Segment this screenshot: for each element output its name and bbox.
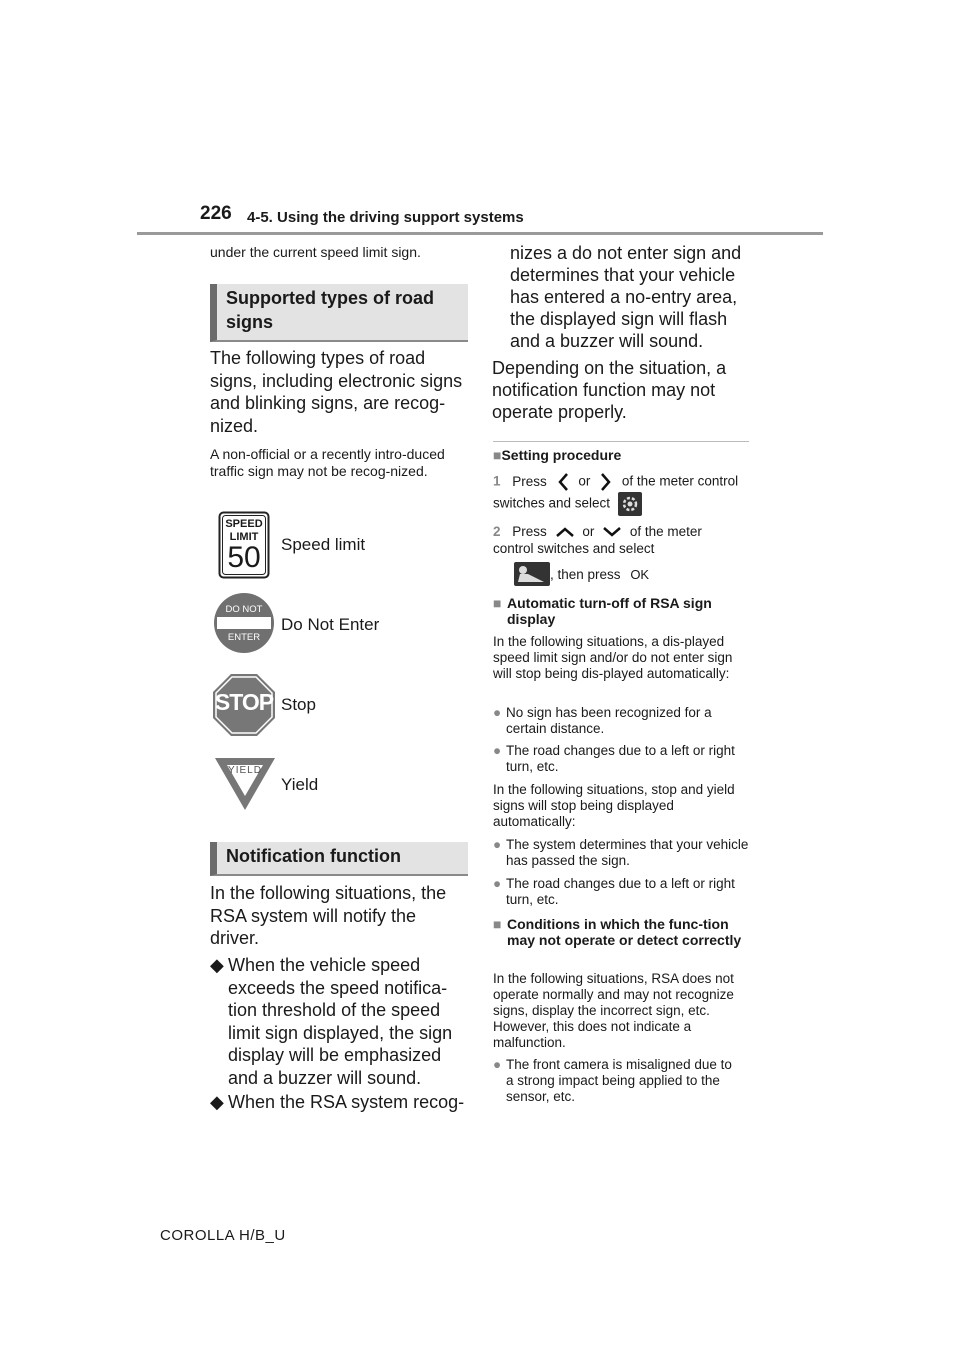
sign-label-stop: Stop [281,695,316,714]
auto-bullet-1: ● No sign has been recognized for a certain distance. [493,705,712,736]
road-sign-assist-icon [514,562,550,586]
intro-paragraph: The following types of road signs, including electronic signs and blinking signs, are recog-nized. [210,348,463,436]
step-2-then: , then press OK [550,567,650,582]
page-number: 226 [200,203,232,224]
setting-procedure-heading: ■Setting procedure [493,447,622,463]
notify-bullet-text: When the RSA system recog- [228,1092,465,1112]
auto-bullet-4: ● The road changes due to a left or right turn, etc. [493,876,735,907]
chevron-right-icon [598,472,612,492]
notify-bullet-2-continued: nizes a do not enter sign and determines that your vehicle has entered a no-entry area, the displayed sign will flash and a buzzer will sound. [510,243,742,351]
speed-limit-sign-number: 50 [227,541,261,574]
circle-bullet-icon: ● [493,705,502,720]
circle-bullet-icon: ● [493,837,502,852]
step-2: 2 Press or of the meter control switches and select [493,524,702,556]
notify-bullet-1 [210,954,464,1089]
auto-bullet-2: ● The road changes due to a left or right turn, etc. [493,743,735,774]
recognition-note: A non-official or a recently intro-duced traffic sign may not be recog-nized. [210,446,445,479]
yield-sign-text: YIELD [228,765,262,776]
auto-bullet-3: ● The system determines that your vehicle has passed the sign. [493,837,749,868]
conditions-bullet-1: ● The front camera is misaligned due to a strong impact being applied to the sensor, etc. [493,1057,732,1104]
bullet-diamond-icon: ◆ [210,1092,224,1112]
square-bullet-icon: ■ [493,916,502,932]
top-note: under the current speed limit sign. [210,244,421,260]
conditions-heading: ■ Conditions in which the func-tion may not operate or detect correctly [493,916,742,948]
sign-label-yield: Yield [281,775,319,794]
bullet-diamond-icon: ◆ [210,955,224,975]
depending-paragraph: Depending on the situation, a notification function may not operate properly. [492,358,727,422]
do-not-enter-sign-icon [213,592,275,654]
chevron-left-icon [557,472,571,492]
square-bullet-icon: ■ [493,595,502,611]
conditions-intro: In the following situations, RSA does not operate normally and may not recognize signs, display the incorrect sign, etc. However, this does not indicate a malfunction. [493,971,734,1050]
sign-label-speed-limit: Speed limit [281,535,366,554]
chevron-up-icon [555,526,575,538]
heading-notification-function: Notification function [210,842,468,876]
auto-intro-1: In the following situations, a dis-played speed limit sign and/or do not enter sign will stop being dis-played automatically: [493,634,733,681]
square-bullet-icon: ■ [493,447,502,463]
ok-button-label: OK [630,567,650,582]
notify-bullet-2 [210,1091,466,1114]
speed-limit-sign-text-2: LIMIT [229,531,259,543]
circle-bullet-icon: ● [493,743,502,758]
heading-supported-signs: Supported types of road signs [210,284,468,342]
circle-bullet-icon: ● [493,1057,502,1072]
circle-bullet-icon: ● [493,876,502,891]
sign-label-do-not-enter: Do Not Enter [281,615,380,634]
notify-intro: In the following situations, the RSA system will notify the driver. [210,883,447,948]
gear-icon [618,492,642,516]
do-not-enter-sign-text-2: ENTER [227,632,261,643]
section-title: 4-5. Using the driving support systems [247,209,524,226]
auto-intro-2: In the following situations, stop and yield signs will stop being displayed automatically: [493,782,735,829]
footer-model: COROLLA H/B_U [160,1227,286,1244]
header-divider [137,232,823,235]
do-not-enter-sign-text-1: DO NOT [225,604,263,615]
speed-limit-sign-text-1: SPEED [225,518,263,530]
step-1: 1 Press or of the meter control switches and select [493,472,753,516]
notify-bullet-text: When the vehicle speed exceeds the speed notifica-tion threshold of the speed limit sign displayed, the sign display will be emphasized and a buzzer will sound. [228,955,453,1088]
auto-turnoff-heading: ■ Automatic turn-off of RSA sign display [493,595,712,627]
stop-sign-text: STOP [214,689,274,715]
column-divider [493,441,749,442]
chevron-down-icon [602,526,622,538]
